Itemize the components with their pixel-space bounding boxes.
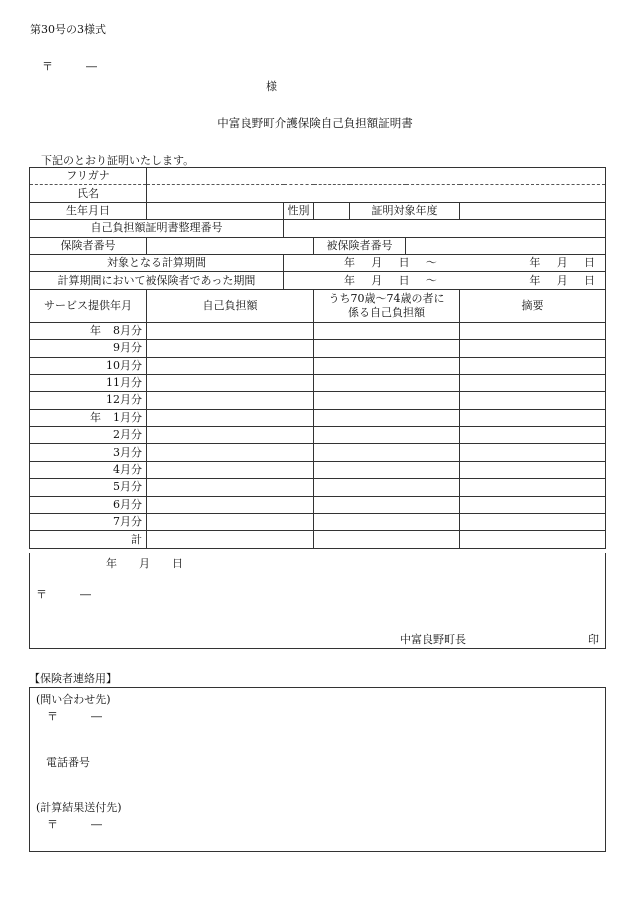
name-label: 氏名 — [30, 185, 147, 202]
sex-field[interactable] — [314, 202, 350, 219]
furigana-label: フリガナ — [30, 168, 147, 185]
to-year: 年 — [529, 256, 541, 270]
from-month: 月 — [371, 256, 383, 270]
document-title: 中富良野町介護保険自己負担額証明書 — [217, 116, 413, 130]
issuer-name: 中富良野町長 — [400, 633, 466, 646]
table-row: 3月分 — [30, 444, 606, 461]
intro-text: 下記のとおり証明いたします。 — [41, 154, 195, 167]
table-row: 6月分 — [30, 496, 606, 513]
target-year-field[interactable] — [460, 202, 606, 219]
birthdate-label: 生年月日 — [30, 202, 147, 219]
table-row: 年 8月分 — [30, 322, 606, 339]
to-month: 月 — [556, 256, 568, 270]
certificate-table — [29, 167, 606, 549]
table-row: 2月分 — [30, 427, 606, 444]
remarks-header: 摘要 — [460, 289, 606, 322]
tilde: 〜 — [425, 256, 437, 270]
calc-period-field[interactable] — [284, 254, 606, 271]
cert-number-label: 自己負担額証明書整理番号 — [30, 220, 284, 237]
sex-label: 性別 — [284, 202, 314, 219]
send-to-postal: 〒 ― — [47, 818, 102, 831]
cert-number-field[interactable] — [284, 220, 606, 237]
addressee-postal: 〒 ― — [42, 60, 97, 73]
total-row: 計 — [30, 531, 606, 548]
target-year-label: 証明対象年度 — [350, 202, 460, 219]
insured-number-label: 被保険者番号 — [314, 237, 406, 254]
addressee-suffix: 様 — [266, 80, 277, 93]
send-to-label: (計算結果送付先) — [36, 801, 122, 814]
to-month: 月 — [556, 273, 568, 287]
name-field[interactable] — [147, 185, 606, 202]
seal-mark: 印 — [588, 633, 599, 646]
service-month-header: サービス提供年月 — [30, 289, 147, 322]
table-row: 9月分 — [30, 340, 606, 357]
age-burden-header: うち70歳〜74歳の者に 係る自己負担額 — [314, 289, 460, 322]
tilde: 〜 — [425, 273, 437, 287]
table-row: 4月分 — [30, 461, 606, 478]
from-year: 年 — [344, 273, 355, 287]
issue-date: 年 月 日 — [106, 557, 183, 570]
insurer-number-field[interactable] — [147, 237, 314, 254]
from-day: 日 — [398, 256, 410, 270]
birthdate-field[interactable] — [147, 202, 284, 219]
insured-period-label: 計算期間において被保険者であった期間 — [30, 272, 284, 289]
table-row: 11月分 — [30, 374, 606, 391]
phone-label: 電話番号 — [46, 756, 90, 769]
form-number: 第30号の3様式 — [30, 23, 106, 36]
from-month: 月 — [371, 273, 383, 287]
inquiry-postal: 〒 ― — [47, 710, 102, 723]
insured-period-field[interactable] — [284, 272, 606, 289]
furigana-field[interactable] — [147, 168, 606, 185]
inquiry-label: (問い合わせ先) — [36, 693, 111, 706]
insurer-number-label: 保険者番号 — [30, 237, 147, 254]
insured-number-field[interactable] — [406, 237, 606, 254]
to-day: 日 — [583, 273, 595, 287]
table-row: 5月分 — [30, 479, 606, 496]
to-year: 年 — [529, 273, 541, 287]
table-row: 年 1月分 — [30, 409, 606, 426]
from-year: 年 — [344, 256, 355, 270]
contact-heading: 【保険者連絡用】 — [29, 672, 117, 685]
table-row: 7月分 — [30, 514, 606, 531]
calc-period-label: 対象となる計算期間 — [30, 254, 284, 271]
issuer-postal: 〒 ― — [36, 588, 91, 601]
table-row: 10月分 — [30, 357, 606, 374]
contact-box — [29, 687, 606, 852]
table-row: 12月分 — [30, 392, 606, 409]
self-burden-header: 自己負担額 — [147, 289, 314, 322]
from-day: 日 — [398, 273, 410, 287]
to-day: 日 — [583, 256, 595, 270]
signature-block — [29, 553, 606, 649]
